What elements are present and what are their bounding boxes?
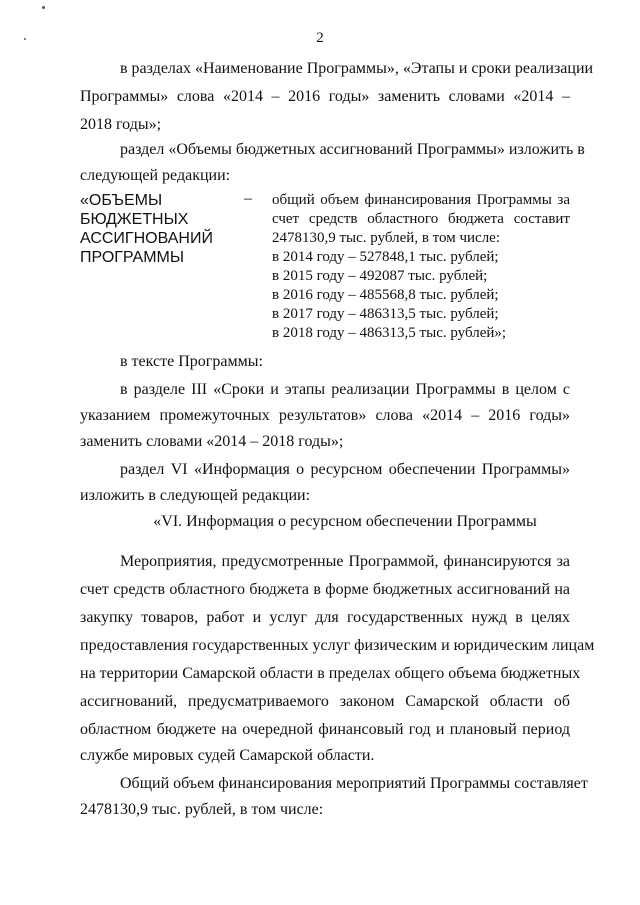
- total-line-2: 2478130,9 тыс. рублей, в том числе:: [80, 801, 324, 818]
- intro-line-3: 2018 годы»;: [80, 116, 162, 133]
- passport-heading: [80, 191, 240, 267]
- body-line: областном бюджете на очередной финансовый год и плановый период: [80, 721, 570, 738]
- body-line: закупку товаров, работ и услуг для государственных нужд в целях: [80, 609, 570, 626]
- passport-heading-line: ПРОГРАММЫ: [80, 249, 185, 266]
- funding-year-line: в 2016 году – 485568,8 тыс. рублей;: [272, 287, 499, 303]
- funding-text-line: 2478130,9 тыс. рублей, в том числе:: [272, 230, 501, 246]
- funding-intro-line-1: раздел «Объемы бюджетных ассигнований Программы» изложить в: [120, 141, 585, 158]
- funding-year-line: в 2015 году – 492087 тыс. рублей;: [272, 268, 488, 284]
- funding-intro-line-2: следующей редакции:: [80, 167, 231, 184]
- intro-line-2: Программы» слова «2014 – 2016 годы» заменить словами «2014 –: [80, 88, 570, 105]
- passport-dash: –: [244, 190, 252, 207]
- scan-speck: [42, 6, 45, 9]
- page-number: 2: [316, 30, 324, 46]
- section6-line-2: изложить в следующей редакции:: [80, 487, 311, 504]
- body-line: ассигнований, предусматриваемого законом Самарской области об: [80, 693, 570, 710]
- section3-line-2: указанием промежуточных результатов» слова «2014 – 2016 годы»: [80, 407, 570, 424]
- passport-heading-line: «ОБЪЕМЫ: [80, 192, 163, 209]
- body-line: счет средств областного бюджета в форме бюджетных ассигнований на: [80, 581, 570, 598]
- body-line: на территории Самарской области в пределах общего объема бюджетных: [80, 665, 581, 682]
- passport-heading-line: АССИГНОВАНИЙ: [80, 230, 213, 247]
- section6-title: «VI. Информация о ресурсном обеспечении Программы: [153, 513, 537, 530]
- body-line: Мероприятия, предусмотренные Программой, финансируются за: [120, 553, 570, 570]
- section3-line-3: заменить словами «2014 – 2018 годы»;: [80, 433, 344, 450]
- passport-funding-text: [272, 191, 570, 343]
- funding-year-line: в 2017 году – 486313,5 тыс. рублей;: [272, 306, 499, 322]
- passport-heading-line: БЮДЖЕТНЫХ: [80, 211, 189, 228]
- funding-year-line: в 2018 году – 486313,5 тыс. рублей»;: [272, 325, 507, 341]
- intro-line-1: в разделах «Наименование Программы», «Этапы и сроки реализации: [120, 60, 594, 77]
- section3-line-1: в разделе III «Сроки и этапы реализации Программы в целом с: [120, 381, 570, 398]
- funding-text-line: счет средств областного бюджета составит: [272, 211, 570, 227]
- body-line: предоставления государственных услуг физическим и юридическим лицам: [80, 637, 595, 654]
- program-text-line: в тексте Программы:: [120, 353, 263, 370]
- section6-line-1: раздел VI «Информация о ресурсном обеспечении Программы»: [120, 461, 570, 478]
- funding-year-line: в 2014 году – 527848,1 тыс. рублей;: [272, 249, 499, 265]
- funding-text-line: общий объем финансирования Программы за: [272, 192, 570, 208]
- total-line-1: Общий объем финансирования мероприятий Программы составляет: [120, 775, 588, 792]
- body-line: службе мировых судей Самарской области.: [80, 747, 375, 764]
